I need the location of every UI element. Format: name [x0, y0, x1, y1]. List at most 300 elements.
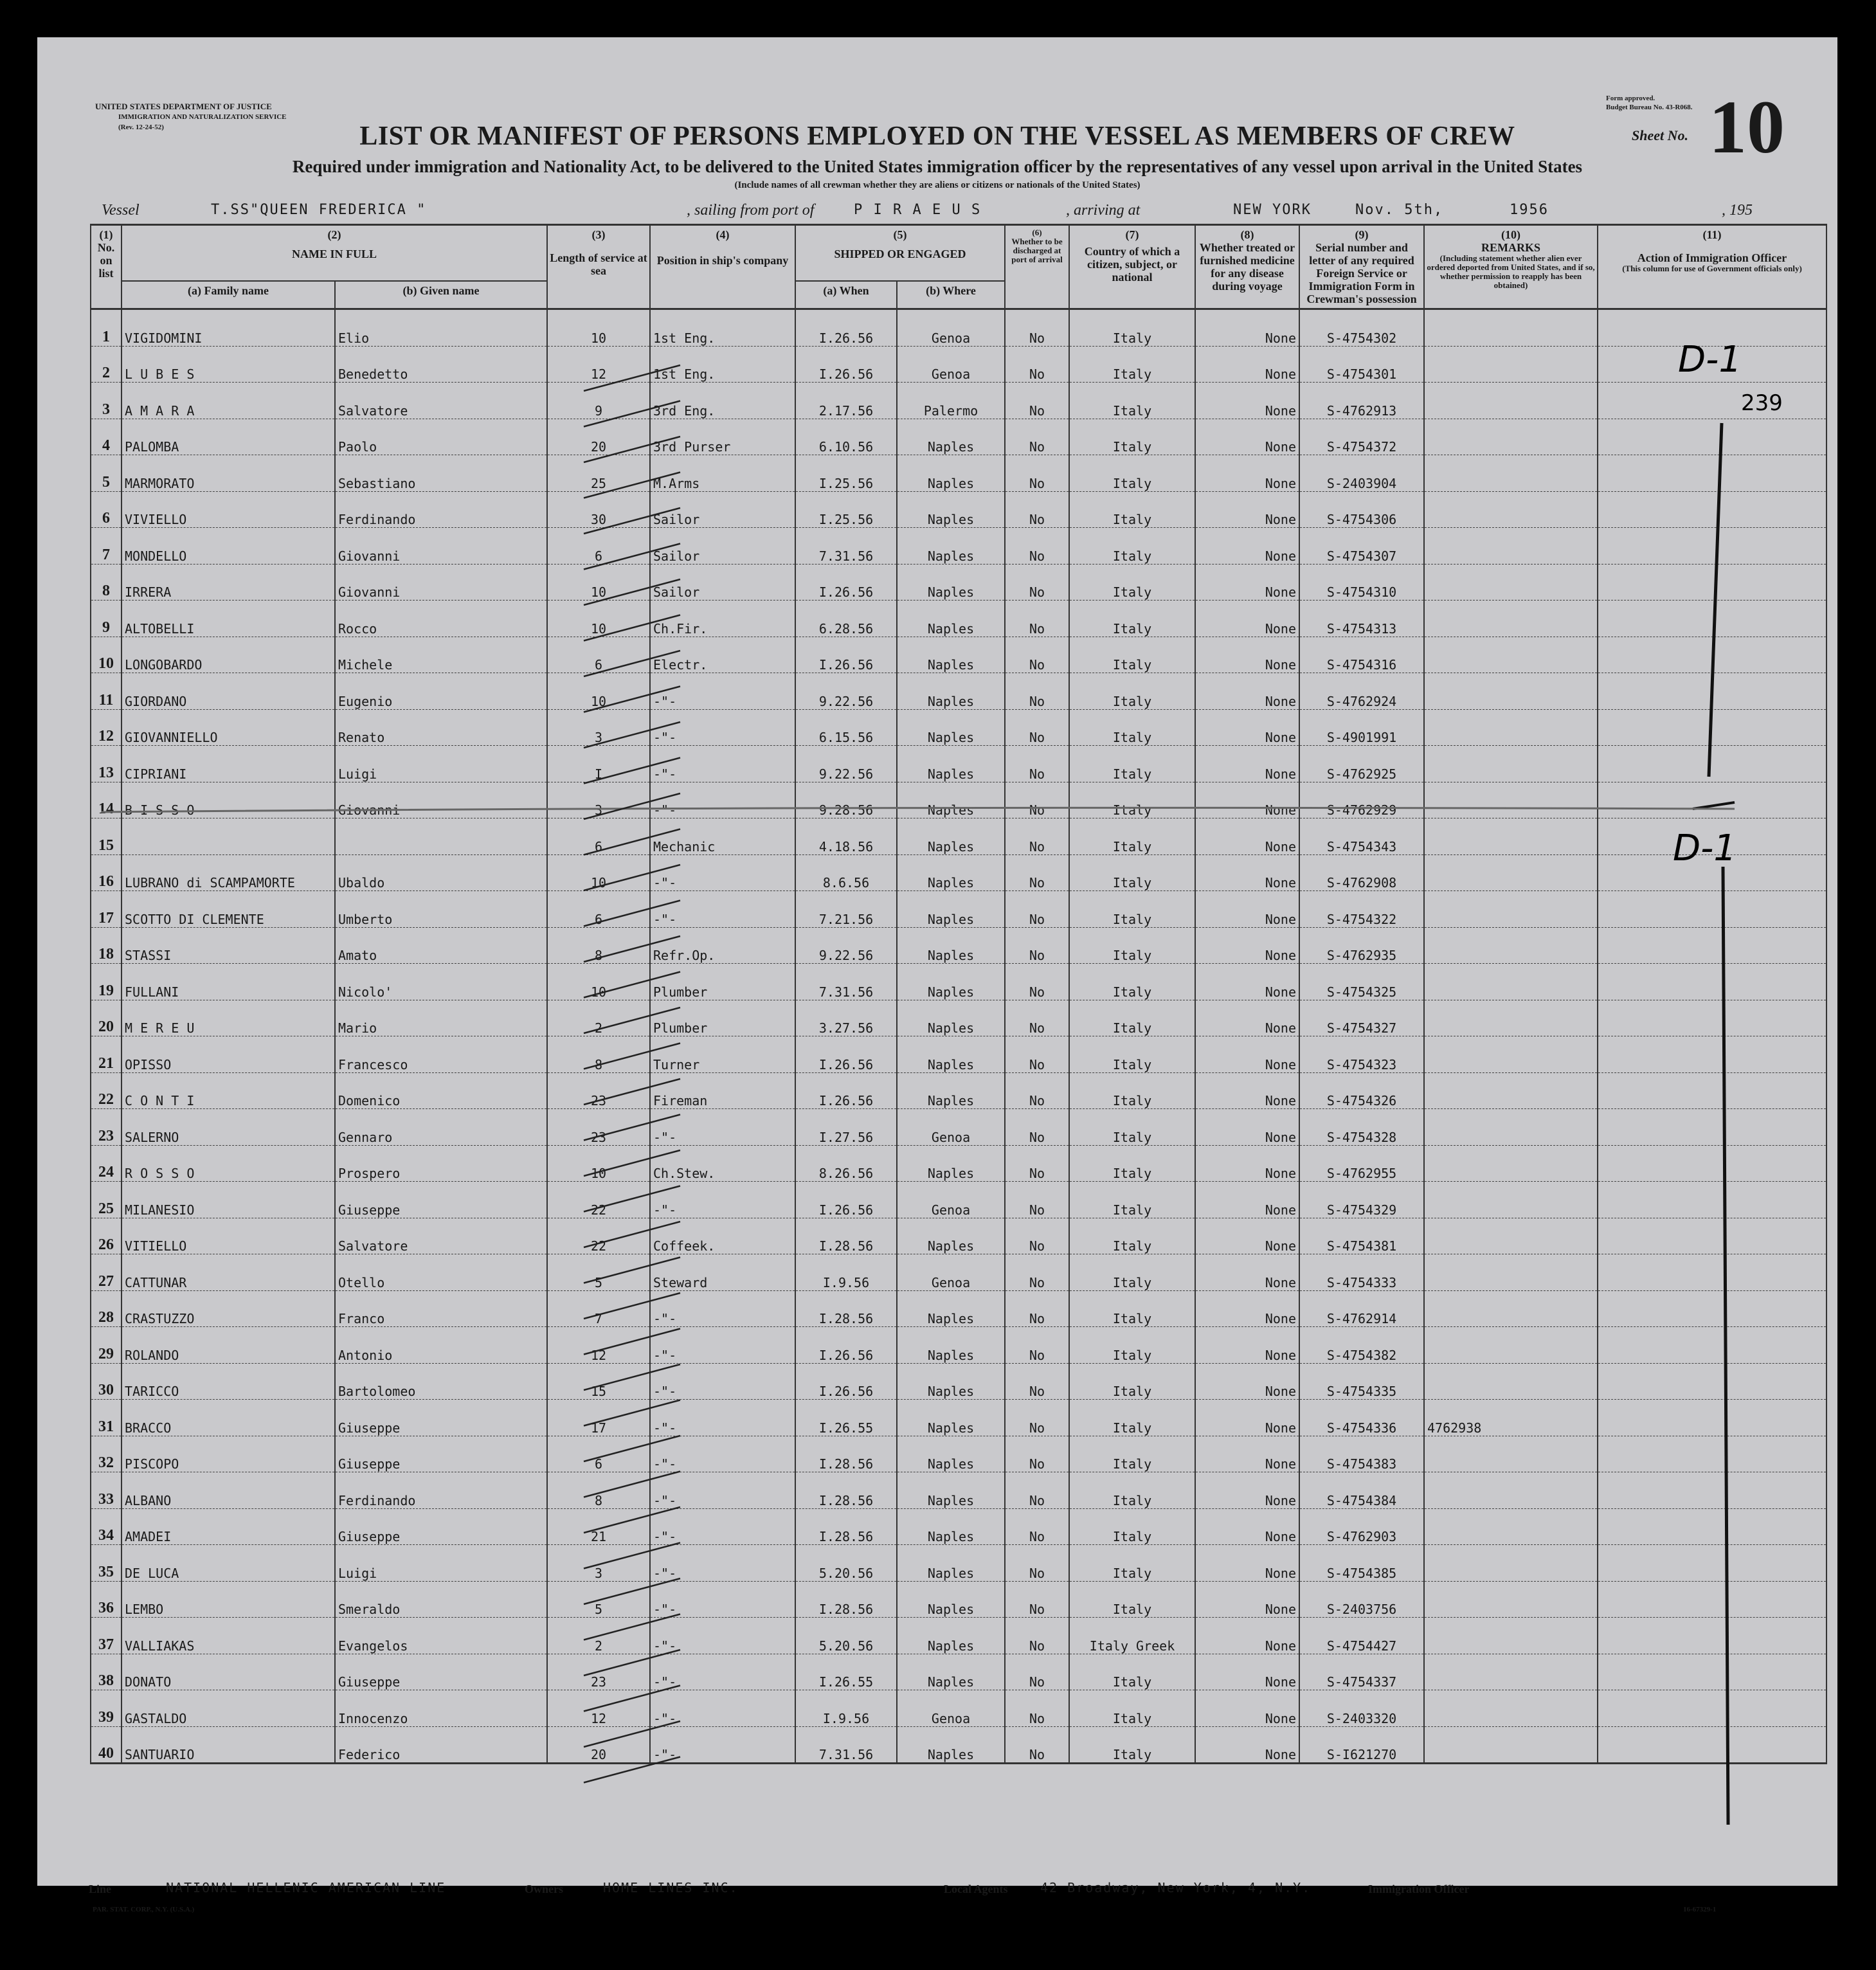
cell-shipped-when: I.9.56 [795, 1690, 897, 1727]
cell-service-length: 12 [547, 346, 650, 383]
cell-position: Ch.Stew. [650, 1145, 795, 1182]
table-row [91, 1109, 1826, 1146]
cell-position: Turner [650, 1036, 795, 1073]
cell-service-length: 10 [547, 673, 650, 710]
cell-serial-number: S-4754328 [1299, 1109, 1424, 1146]
cell-remarks [1424, 564, 1598, 601]
cell-shipped-where: Naples [897, 927, 1005, 964]
cell-serial-number: S-2403904 [1299, 455, 1424, 492]
cell-given-name: Bartolomeo [335, 1363, 547, 1400]
cell-remarks [1424, 1726, 1598, 1764]
cell-position: -"- [650, 1726, 795, 1764]
cell-shipped-where: Naples [897, 1145, 1005, 1182]
cell-position: Electr. [650, 637, 795, 673]
cell-crew-no: 13 [91, 746, 122, 782]
cell-position: -"- [650, 1690, 795, 1727]
cell-shipped-when: I.28.56 [795, 1290, 897, 1327]
cell-remarks [1424, 1327, 1598, 1364]
cell-position: Ch.Fir. [650, 601, 795, 637]
cell-position: -"- [650, 1436, 795, 1472]
cell-given-name: Giuseppe [335, 1400, 547, 1436]
cell-position: -"- [650, 1472, 795, 1509]
cell-crew-no: 1 [91, 309, 122, 347]
cell-position: -"- [650, 891, 795, 928]
cell-crew-no: 11 [91, 673, 122, 710]
cell-country: Italy [1069, 927, 1195, 964]
dept-line-1: UNITED STATES DEPARTMENT OF JUSTICE [95, 102, 272, 111]
cell-shipped-when: 3.27.56 [795, 1000, 897, 1036]
cell-country: Italy [1069, 782, 1195, 818]
cell-officer-action [1598, 1290, 1826, 1327]
table-row [91, 491, 1826, 528]
cell-remarks [1424, 637, 1598, 673]
cell-family-name: VIGIDOMINI [122, 309, 335, 347]
col-header-family: (a) Family name [122, 281, 335, 308]
cell-service-length: 10 [547, 1145, 650, 1182]
cell-remarks [1424, 601, 1598, 637]
cell-service-length: 10 [547, 854, 650, 891]
cell-family-name [122, 818, 335, 855]
cell-country: Italy [1069, 491, 1195, 528]
table-row [91, 1036, 1826, 1073]
cell-officer-action [1598, 782, 1826, 818]
cell-country: Italy [1069, 1581, 1195, 1618]
cell-position: 1st Eng. [650, 309, 795, 347]
cell-crew-no: 10 [91, 637, 122, 673]
cell-officer-action [1598, 1545, 1826, 1582]
cell-country: Italy [1069, 673, 1195, 710]
cell-country: Italy [1069, 854, 1195, 891]
cell-country: Italy [1069, 1218, 1195, 1254]
cell-family-name: LUBRANO di SCAMPAMORTE [122, 854, 335, 891]
cell-service-length: 15 [547, 1363, 650, 1400]
cell-family-name: GASTALDO [122, 1690, 335, 1727]
cell-remarks [1424, 854, 1598, 891]
cell-remarks [1424, 927, 1598, 964]
cell-position: Plumber [650, 964, 795, 1000]
cell-given-name: Francesco [335, 1036, 547, 1073]
cell-family-name: STASSI [122, 927, 335, 964]
cell-service-length: 8 [547, 1472, 650, 1509]
cell-family-name: A M A R A [122, 383, 335, 419]
cell-shipped-where: Naples [897, 419, 1005, 455]
cell-given-name: Ferdinando [335, 491, 547, 528]
cell-medicine: None [1195, 1400, 1299, 1436]
cell-discharged: No [1005, 1182, 1069, 1218]
cell-family-name: DONATO [122, 1654, 335, 1690]
cell-given-name: Mario [335, 1000, 547, 1036]
sailing-label: , sailing from port of [687, 202, 815, 219]
cell-service-length: 3 [547, 709, 650, 746]
cell-remarks [1424, 1363, 1598, 1400]
col-header-discharged: (6) Whether to be discharged at port of arrival [1005, 225, 1069, 309]
cell-officer-action [1598, 1363, 1826, 1400]
cell-serial-number: S-4754372 [1299, 419, 1424, 455]
arriving-label: , arriving at [1066, 202, 1141, 219]
cell-country: Italy [1069, 964, 1195, 1000]
table-row [91, 818, 1826, 855]
cell-serial-number: S-4754301 [1299, 346, 1424, 383]
cell-serial-number: S-4762914 [1299, 1290, 1424, 1327]
cell-shipped-where: Naples [897, 746, 1005, 782]
cell-crew-no: 36 [91, 1581, 122, 1618]
table-row [91, 1726, 1826, 1764]
table-row [91, 1581, 1826, 1618]
cell-shipped-where: Naples [897, 1581, 1005, 1618]
cell-remarks [1424, 1436, 1598, 1472]
cell-remarks [1424, 1581, 1598, 1618]
cell-shipped-where: Naples [897, 964, 1005, 1000]
cell-service-length: 21 [547, 1508, 650, 1545]
port-of-arrival: NEW YORK [1233, 202, 1312, 218]
cell-remarks [1424, 1690, 1598, 1727]
footer-owners-label: Owners [525, 1883, 563, 1895]
cell-family-name: ALTOBELLI [122, 601, 335, 637]
cell-discharged: No [1005, 1109, 1069, 1146]
cell-service-length: 2 [547, 1618, 650, 1654]
col-header-when: (a) When [795, 281, 897, 308]
table-row [91, 891, 1826, 928]
cell-family-name: C O N T I [122, 1072, 335, 1109]
cell-position: -"- [650, 1327, 795, 1364]
cell-shipped-where: Naples [897, 528, 1005, 565]
cell-given-name: Nicolo' [335, 964, 547, 1000]
cell-crew-no: 31 [91, 1400, 122, 1436]
cell-serial-number: S-4762925 [1299, 746, 1424, 782]
cell-given-name: Giovanni [335, 528, 547, 565]
cell-remarks [1424, 964, 1598, 1000]
cell-family-name: MARMORATO [122, 455, 335, 492]
cell-family-name: GIOVANNIELLO [122, 709, 335, 746]
cell-country: Italy [1069, 1400, 1195, 1436]
cell-shipped-where: Genoa [897, 1109, 1005, 1146]
cell-medicine: None [1195, 1472, 1299, 1509]
cell-given-name: Luigi [335, 746, 547, 782]
cell-officer-action [1598, 1726, 1826, 1764]
cell-shipped-when: I.26.56 [795, 564, 897, 601]
vessel-name: T.SS"QUEEN FREDERICA " [211, 202, 427, 218]
cell-service-length: 3 [547, 1545, 650, 1582]
cell-medicine: None [1195, 1218, 1299, 1254]
cell-serial-number: S-4754322 [1299, 891, 1424, 928]
col-header-position: (4) Position in ship's company [650, 225, 795, 309]
cell-crew-no: 15 [91, 818, 122, 855]
cell-discharged: No [1005, 1581, 1069, 1618]
cell-serial-number: S-4762929 [1299, 782, 1424, 818]
cell-medicine: None [1195, 746, 1299, 782]
col-header-given: (b) Given name [335, 281, 547, 308]
cell-family-name: BRACCO [122, 1400, 335, 1436]
cell-remarks [1424, 1072, 1598, 1109]
form-approved-text: Form approved. [1606, 95, 1655, 102]
cell-discharged: No [1005, 1290, 1069, 1327]
cell-crew-no: 5 [91, 455, 122, 492]
cell-crew-no: 9 [91, 601, 122, 637]
cell-shipped-where: Naples [897, 1618, 1005, 1654]
cell-crew-no: 3 [91, 383, 122, 419]
cell-country: Italy [1069, 1654, 1195, 1690]
cell-medicine: None [1195, 1327, 1299, 1364]
cell-officer-action [1598, 419, 1826, 455]
annotation-count: 239 [1741, 390, 1783, 416]
cell-given-name: Paolo [335, 419, 547, 455]
cell-medicine: None [1195, 491, 1299, 528]
table-row [91, 564, 1826, 601]
cell-medicine: None [1195, 891, 1299, 928]
cell-discharged: No [1005, 346, 1069, 383]
cell-country: Italy [1069, 528, 1195, 565]
cell-remarks [1424, 1000, 1598, 1036]
table-row [91, 1145, 1826, 1182]
cell-shipped-when: I.26.56 [795, 637, 897, 673]
cell-crew-no: 30 [91, 1363, 122, 1400]
cell-shipped-when: 2.17.56 [795, 383, 897, 419]
cell-officer-action [1598, 1472, 1826, 1509]
cell-serial-number: S-4762913 [1299, 383, 1424, 419]
cell-shipped-when: 8.6.56 [795, 854, 897, 891]
cell-family-name: VIVIELLO [122, 491, 335, 528]
cell-service-length: 6 [547, 528, 650, 565]
cell-serial-number: S-4754329 [1299, 1182, 1424, 1218]
cell-officer-action [1598, 528, 1826, 565]
table-row [91, 709, 1826, 746]
cell-serial-number: S-4762908 [1299, 854, 1424, 891]
table-row [91, 601, 1826, 637]
table-row [91, 1182, 1826, 1218]
cell-serial-number: S-4754310 [1299, 564, 1424, 601]
cell-shipped-where: Naples [897, 673, 1005, 710]
cell-shipped-when: 5.20.56 [795, 1545, 897, 1582]
cell-shipped-when: 5.20.56 [795, 1618, 897, 1654]
table-row [91, 746, 1826, 782]
cell-given-name: Ubaldo [335, 854, 547, 891]
cell-serial-number: S-4754326 [1299, 1072, 1424, 1109]
cell-officer-action [1598, 455, 1826, 492]
cell-officer-action [1598, 1618, 1826, 1654]
cell-country: Italy [1069, 564, 1195, 601]
cell-serial-number: S-4754381 [1299, 1218, 1424, 1254]
cell-given-name: Giovanni [335, 782, 547, 818]
cell-officer-action [1598, 964, 1826, 1000]
cell-family-name: OPISSO [122, 1036, 335, 1073]
cell-given-name: Otello [335, 1254, 547, 1291]
form-approval [1606, 94, 1693, 112]
table-row [91, 1508, 1826, 1545]
cell-discharged: No [1005, 1545, 1069, 1582]
cell-officer-action [1598, 1581, 1826, 1618]
cell-given-name: Giuseppe [335, 1182, 547, 1218]
cell-serial-number: S-4754325 [1299, 964, 1424, 1000]
cell-family-name: AMADEI [122, 1508, 335, 1545]
cell-serial-number: S-4762935 [1299, 927, 1424, 964]
table-row [91, 673, 1826, 710]
cell-medicine: None [1195, 1290, 1299, 1327]
table-row [91, 1618, 1826, 1654]
cell-discharged: No [1005, 1036, 1069, 1073]
cell-medicine: None [1195, 964, 1299, 1000]
cell-remarks [1424, 1290, 1598, 1327]
cell-family-name: SANTUARIO [122, 1726, 335, 1764]
cell-country: Italy [1069, 1036, 1195, 1073]
cell-country: Italy [1069, 709, 1195, 746]
cell-medicine: None [1195, 346, 1299, 383]
cell-discharged: No [1005, 1363, 1069, 1400]
cell-shipped-when: 9.22.56 [795, 927, 897, 964]
cell-country: Italy [1069, 601, 1195, 637]
table-row [91, 1327, 1826, 1364]
cell-crew-no: 4 [91, 419, 122, 455]
cell-crew-no: 14 [91, 782, 122, 818]
cell-shipped-where: Naples [897, 1436, 1005, 1472]
cell-serial-number: S-4754383 [1299, 1436, 1424, 1472]
cell-position: -"- [650, 782, 795, 818]
cell-family-name: ALBANO [122, 1472, 335, 1509]
cell-service-length: 25 [547, 455, 650, 492]
cell-serial-number: S-4754385 [1299, 1545, 1424, 1582]
cell-country: Italy [1069, 1436, 1195, 1472]
cell-discharged: No [1005, 1654, 1069, 1690]
cell-crew-no: 20 [91, 1000, 122, 1036]
cell-medicine: None [1195, 1654, 1299, 1690]
cell-remarks [1424, 709, 1598, 746]
cell-shipped-when: I.26.56 [795, 1363, 897, 1400]
year-suffix: , 195 [1722, 202, 1753, 219]
cell-remarks: 4762938 [1424, 1400, 1598, 1436]
cell-position: -"- [650, 1290, 795, 1327]
cell-given-name: Luigi [335, 1545, 547, 1582]
cell-position: -"- [650, 1363, 795, 1400]
cell-position: -"- [650, 1654, 795, 1690]
cell-officer-action [1598, 1400, 1826, 1436]
cell-shipped-when: I.28.56 [795, 1218, 897, 1254]
cell-shipped-where: Naples [897, 1508, 1005, 1545]
cell-given-name: Salvatore [335, 383, 547, 419]
budget-bureau-text: Budget Bureau No. 43-R068. [1606, 104, 1693, 111]
col-header-where: (b) Where [897, 281, 1005, 308]
cell-service-length: 22 [547, 1182, 650, 1218]
cell-shipped-when: I.26.56 [795, 1182, 897, 1218]
cell-shipped-where: Naples [897, 455, 1005, 492]
col-header-name: (2) NAME IN FULL [122, 225, 547, 282]
cell-shipped-when: I.26.56 [795, 1072, 897, 1109]
cell-medicine: None [1195, 419, 1299, 455]
page-subtitle: Required under immigration and Nationality Act, to be delivered to the United States immigration officer by the representatives of any vessel upon arrival in the United States [292, 157, 1583, 176]
cell-family-name: SCOTTO DI CLEMENTE [122, 891, 335, 928]
cell-serial-number: S-4754313 [1299, 601, 1424, 637]
footer-officer-label: Immigration Officer [1368, 1883, 1470, 1895]
sheet-label: Sheet No. [1632, 127, 1688, 143]
cell-family-name: VITIELLO [122, 1218, 335, 1254]
cell-serial-number: S-I621270 [1299, 1726, 1424, 1764]
cell-medicine: None [1195, 673, 1299, 710]
table-row [91, 309, 1826, 347]
cell-serial-number: S-4754323 [1299, 1036, 1424, 1073]
page-subtitle-note: (Include names of all crewman whether they are aliens or citizens or nationals of the United States) [734, 180, 1141, 190]
cell-shipped-where: Naples [897, 1400, 1005, 1436]
cell-medicine: None [1195, 1436, 1299, 1472]
cell-shipped-where: Naples [897, 1654, 1005, 1690]
cell-discharged: No [1005, 1400, 1069, 1436]
cell-service-length: 10 [547, 601, 650, 637]
cell-discharged: No [1005, 1690, 1069, 1727]
cell-crew-no: 34 [91, 1508, 122, 1545]
cell-crew-no: 23 [91, 1109, 122, 1146]
cell-family-name: MONDELLO [122, 528, 335, 565]
col-header-serial: (9) Serial number and letter of any required Foreign Service or Immigration Form in Crewman's possession [1299, 225, 1424, 309]
cell-serial-number: S-4762924 [1299, 673, 1424, 710]
cell-given-name: Ferdinando [335, 1472, 547, 1509]
col-header-service: (3) Length of service at sea [547, 225, 650, 309]
cell-service-length: 8 [547, 927, 650, 964]
cell-officer-action [1598, 891, 1826, 928]
cell-family-name: CIPRIANI [122, 746, 335, 782]
cell-serial-number: S-4754307 [1299, 528, 1424, 565]
cell-officer-action [1598, 854, 1826, 891]
cell-officer-action [1598, 1218, 1826, 1254]
cell-country: Italy [1069, 1109, 1195, 1146]
cell-country: Italy [1069, 818, 1195, 855]
cell-service-length: 9 [547, 383, 650, 419]
cell-shipped-where: Genoa [897, 309, 1005, 347]
cell-position: Plumber [650, 1000, 795, 1036]
manifest-sheet [37, 37, 1837, 1913]
cell-crew-no: 19 [91, 964, 122, 1000]
cell-service-length: 12 [547, 1327, 650, 1364]
cell-discharged: No [1005, 1145, 1069, 1182]
cell-medicine: None [1195, 455, 1299, 492]
cell-remarks [1424, 1618, 1598, 1654]
cell-shipped-where: Genoa [897, 346, 1005, 383]
cell-service-length: 7 [547, 1290, 650, 1327]
cell-discharged: No [1005, 927, 1069, 964]
cell-country: Italy [1069, 1182, 1195, 1218]
cell-shipped-when: I.28.56 [795, 1508, 897, 1545]
cell-shipped-where: Naples [897, 637, 1005, 673]
cell-service-length: 3 [547, 782, 650, 818]
cell-discharged: No [1005, 782, 1069, 818]
cell-discharged: No [1005, 746, 1069, 782]
cell-shipped-where: Naples [897, 1472, 1005, 1509]
cell-shipped-where: Naples [897, 782, 1005, 818]
cell-serial-number: S-4754337 [1299, 1654, 1424, 1690]
cell-discharged: No [1005, 564, 1069, 601]
cell-crew-no: 6 [91, 491, 122, 528]
cell-officer-action [1598, 1000, 1826, 1036]
cell-position: -"- [650, 673, 795, 710]
cell-discharged: No [1005, 673, 1069, 710]
cell-position: -"- [650, 1508, 795, 1545]
table-row [91, 419, 1826, 455]
cell-service-length: 5 [547, 1254, 650, 1291]
cell-discharged: No [1005, 709, 1069, 746]
cell-remarks [1424, 1182, 1598, 1218]
table-row [91, 1472, 1826, 1509]
cell-family-name: VALLIAKAS [122, 1618, 335, 1654]
cell-remarks [1424, 782, 1598, 818]
cell-country: Italy [1069, 1254, 1195, 1291]
cell-medicine: None [1195, 1109, 1299, 1146]
cell-shipped-when: I.27.56 [795, 1109, 897, 1146]
table-row [91, 1363, 1826, 1400]
cell-officer-action [1598, 1182, 1826, 1218]
cell-given-name: Giuseppe [335, 1508, 547, 1545]
cell-remarks [1424, 673, 1598, 710]
footer-line-value: NATIONAL HELLENIC AMERICAN LINE [166, 1880, 446, 1895]
cell-crew-no: 17 [91, 891, 122, 928]
cell-shipped-when: 6.10.56 [795, 419, 897, 455]
cell-crew-no: 7 [91, 528, 122, 565]
cell-service-length: 6 [547, 818, 650, 855]
